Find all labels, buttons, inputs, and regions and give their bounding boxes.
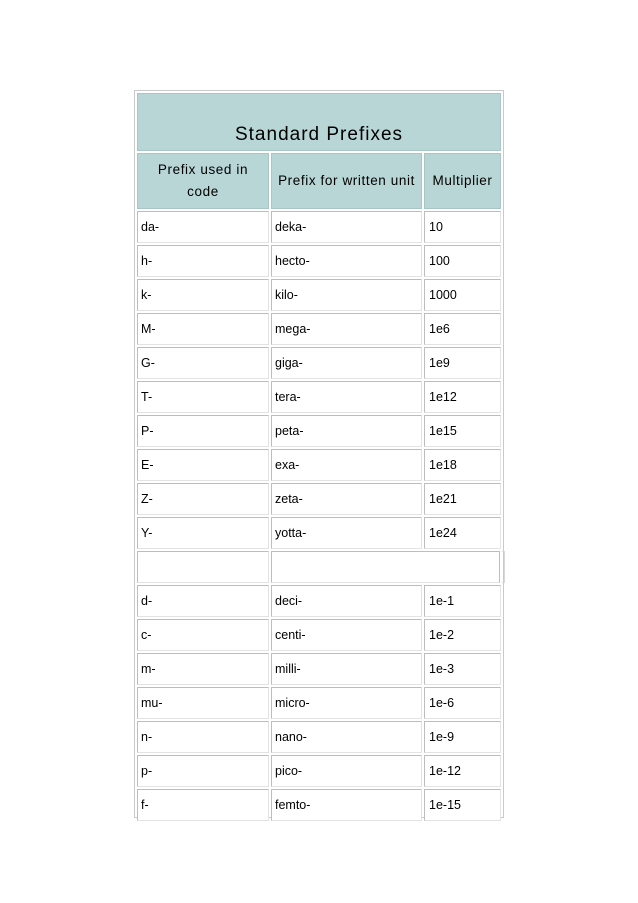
cell-prefix-written: pico- bbox=[271, 755, 422, 787]
cell-multiplier: 1000 bbox=[424, 279, 501, 311]
cell-prefix-code: mu- bbox=[137, 687, 269, 719]
cell-prefix-written: femto- bbox=[271, 789, 422, 821]
cell-prefix-code: m- bbox=[137, 653, 269, 685]
cell-prefix-code: G- bbox=[137, 347, 269, 379]
cell-prefix-code: Z- bbox=[137, 483, 269, 515]
cell-multiplier: 1e21 bbox=[424, 483, 501, 515]
table-title-cell bbox=[137, 93, 501, 151]
cell-prefix-written: nano- bbox=[271, 721, 422, 753]
cell-prefix-code: f- bbox=[137, 789, 269, 821]
cell-prefix-written: centi- bbox=[271, 619, 422, 651]
cell-multiplier: 1e12 bbox=[424, 381, 501, 413]
cell-prefix-written: mega- bbox=[271, 313, 422, 345]
cell-prefix-written: yotta- bbox=[271, 517, 422, 549]
header-prefix-written bbox=[271, 153, 422, 209]
cell-multiplier: 1e24 bbox=[424, 517, 501, 549]
cell-multiplier: 1e-3 bbox=[424, 653, 501, 685]
table-row bbox=[135, 789, 505, 823]
cell-prefix-written: micro- bbox=[271, 687, 422, 719]
cell-prefix-code: k- bbox=[137, 279, 269, 311]
header-multiplier-label: Multiplier bbox=[432, 173, 493, 188]
cell-multiplier: 100 bbox=[424, 245, 501, 277]
cell-prefix-written: peta- bbox=[271, 415, 422, 447]
table-row bbox=[135, 687, 505, 721]
cell-prefix-code: h- bbox=[137, 245, 269, 277]
cell-prefix-code: Y- bbox=[137, 517, 269, 549]
cell-prefix-code: M- bbox=[137, 313, 269, 345]
table-row bbox=[135, 211, 505, 245]
cell-prefix-code: p- bbox=[137, 755, 269, 787]
table-row bbox=[135, 381, 505, 415]
cell-multiplier: 1e15 bbox=[424, 415, 501, 447]
cell-prefix-written: tera- bbox=[271, 381, 422, 413]
cell-multiplier: 10 bbox=[424, 211, 501, 243]
cell-multiplier: 1e-1 bbox=[424, 585, 501, 617]
cell-multiplier: 1e-6 bbox=[424, 687, 501, 719]
cell-prefix-written: kilo- bbox=[271, 279, 422, 311]
table-row bbox=[135, 653, 505, 687]
table-row bbox=[135, 721, 505, 755]
cell-prefix-written: hecto- bbox=[271, 245, 422, 277]
table-row bbox=[135, 347, 505, 381]
cell-multiplier: 1e-12 bbox=[424, 755, 501, 787]
header-prefix-code-line2: code bbox=[187, 184, 219, 199]
table-row bbox=[135, 449, 505, 483]
table-row bbox=[135, 551, 505, 585]
cell-multiplier: 1e6 bbox=[424, 313, 501, 345]
cell-prefix-written: exa- bbox=[271, 449, 422, 481]
cell-prefix-code: da- bbox=[137, 211, 269, 243]
table-row bbox=[135, 517, 505, 551]
table-row bbox=[135, 245, 505, 279]
cell-prefix-written: giga- bbox=[271, 347, 422, 379]
table-row bbox=[135, 483, 505, 517]
table-row bbox=[135, 585, 505, 619]
cell-prefix-code: n- bbox=[137, 721, 269, 753]
header-multiplier bbox=[424, 153, 501, 209]
header-prefix-code-line1: Prefix used in bbox=[157, 162, 249, 177]
cell-multiplier: 1e-15 bbox=[424, 789, 501, 821]
cell-prefix-code: E- bbox=[137, 449, 269, 481]
table-row bbox=[135, 755, 505, 789]
cell-prefix-written: deka- bbox=[271, 211, 422, 243]
table-row bbox=[135, 415, 505, 449]
cell-prefix-code: d- bbox=[137, 585, 269, 617]
header-prefix-written-label: Prefix for written unit bbox=[278, 173, 415, 188]
cell-multiplier: 1e18 bbox=[424, 449, 501, 481]
cell-prefix-written: zeta- bbox=[271, 483, 422, 515]
cell-prefix-code: P- bbox=[137, 415, 269, 447]
cell-multiplier: 1e-9 bbox=[424, 721, 501, 753]
header-prefix-code bbox=[137, 153, 269, 209]
table-row bbox=[135, 279, 505, 313]
spacer-cell-merged bbox=[271, 551, 500, 583]
spacer-cell-edge bbox=[502, 551, 505, 583]
cell-prefix-written: milli- bbox=[271, 653, 422, 685]
cell-prefix-written: deci- bbox=[271, 585, 422, 617]
table-row bbox=[135, 619, 505, 653]
cell-multiplier: 1e-2 bbox=[424, 619, 501, 651]
prefixes-table bbox=[134, 90, 504, 818]
table-row bbox=[135, 313, 505, 347]
spacer-cell bbox=[137, 551, 269, 583]
cell-prefix-code: T- bbox=[137, 381, 269, 413]
table-title: Standard Prefixes bbox=[234, 124, 404, 145]
cell-multiplier: 1e9 bbox=[424, 347, 501, 379]
cell-prefix-code: c- bbox=[137, 619, 269, 651]
